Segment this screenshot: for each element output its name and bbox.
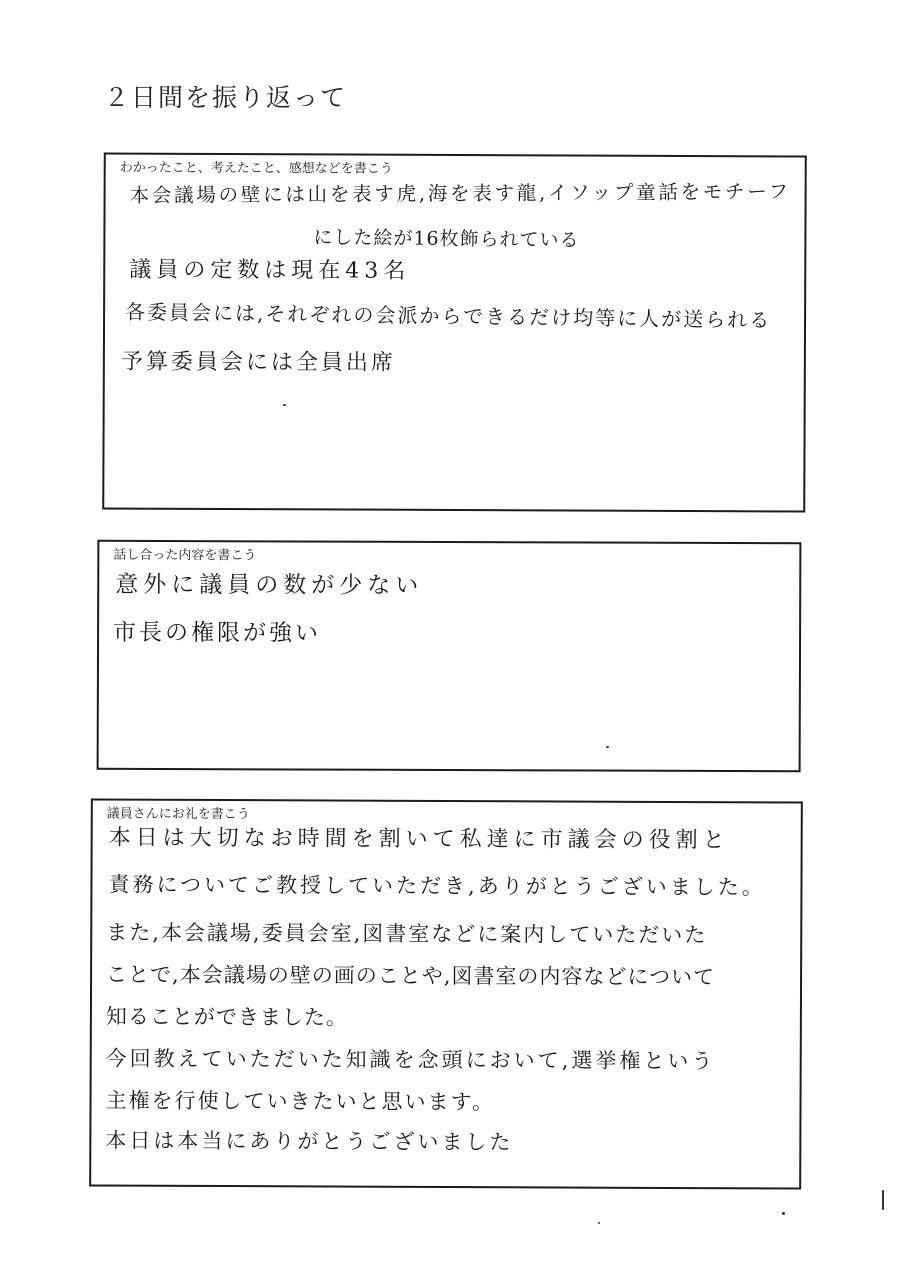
handwritten-line: 各委員会には,それぞれの会派からできるだけ均等に人が送られる — [124, 299, 772, 333]
scan-speck — [283, 404, 286, 406]
handwritten-line: 市長の権限が強い — [113, 619, 322, 647]
scan-speck — [882, 1190, 884, 1210]
page-title: ２日間を振り返って — [104, 83, 348, 112]
handwritten-line: にした絵が16枚飾られている — [313, 226, 580, 252]
handwritten-line: 本日は大切なお時間を割いて私達に市議会の役割と — [108, 825, 730, 854]
thank-you-box — [89, 798, 803, 1189]
handwritten-line: 予算委員会には全員出席 — [120, 349, 396, 376]
discussion-box — [97, 540, 802, 772]
handwritten-line: 今回教えていただいた知識を念頭において,選挙権という — [105, 1046, 716, 1074]
handwritten-line: ことで,本会議場の壁の画のことや,図書室の内容などについて — [106, 962, 716, 990]
handwritten-line: 知ることができました。 — [105, 1004, 348, 1030]
impressions-heading: わかったこと、考えたこと、感想などを書こう — [119, 160, 393, 177]
impressions-box — [102, 152, 807, 512]
handwritten-line: 意外に議員の数が少ない — [115, 571, 424, 599]
scan-speck — [606, 746, 609, 748]
handwritten-line: 主権を行使していきたいと思います。 — [105, 1088, 495, 1115]
handwritten-line: また,本会議場,委員会室,図書室などに案内していただいた — [106, 920, 708, 948]
handwritten-line: 議員の定数は現在43名 — [129, 257, 411, 284]
scan-speck — [598, 1222, 600, 1224]
scan-speck — [782, 1212, 785, 1215]
handwritten-line: 責務についてご教授していただき,ありがとうございました。 — [108, 872, 766, 900]
discussion-heading: 話し合った内容を書こう — [113, 547, 257, 564]
handwritten-line: 本会議場の壁には山を表す虎,海を表す龍,イソップ童話をモチーフ — [129, 180, 791, 208]
thank-you-heading: 議員さんにお礼を書こう — [106, 806, 250, 823]
handwritten-line: 本日は本当にありがとうございました — [105, 1128, 514, 1155]
